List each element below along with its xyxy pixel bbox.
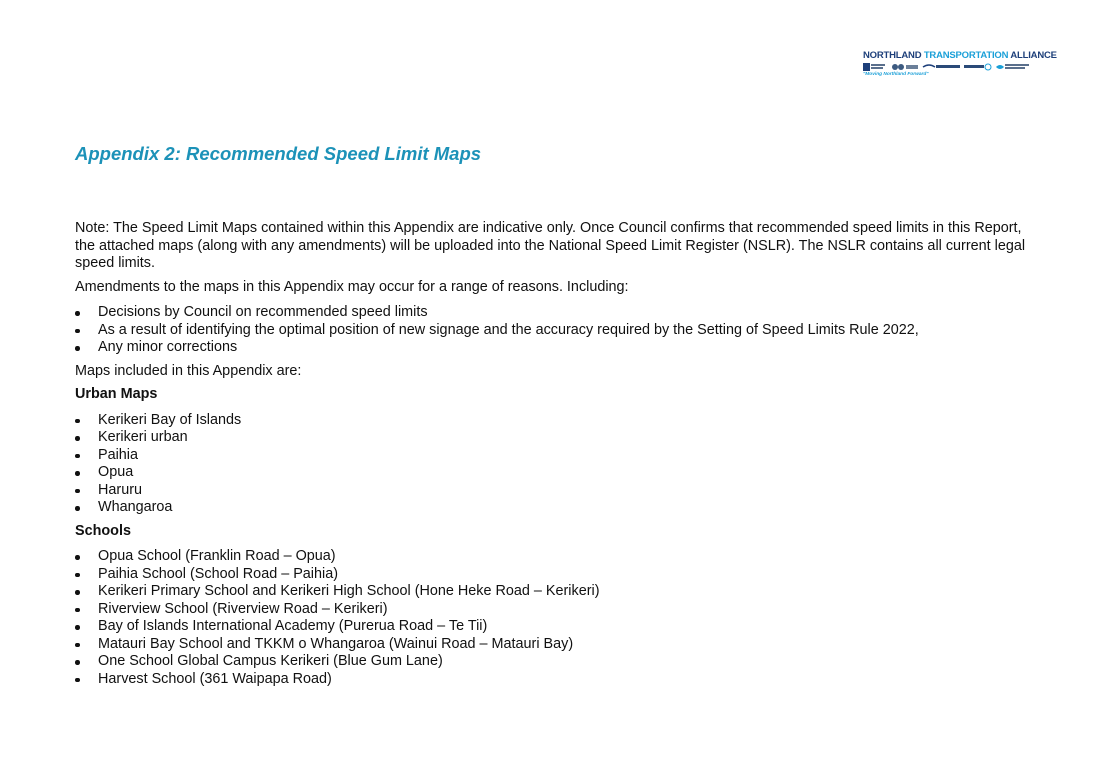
list-item: Opua School (Franklin Road – Opua) <box>75 548 1045 566</box>
list-item: Riverview School (Riverview Road – Kerikeri) <box>75 601 1045 619</box>
bullet-icon <box>75 678 80 683</box>
urban-maps-list <box>75 412 1045 517</box>
list-item: Decisions by Council on recommended speed limits <box>75 304 1045 322</box>
amendments-intro: Amendments to the maps in this Appendix may occur for a range of reasons. Including: <box>75 278 629 295</box>
list-item: Harvest School (361 Waipapa Road) <box>75 671 1045 689</box>
amendment-reasons-list <box>75 304 1045 357</box>
list-item: Whangaroa <box>75 499 1045 517</box>
appendix-body <box>75 220 1045 688</box>
bullet-icon <box>75 608 80 613</box>
logo-word-transportation: TRANSPORTATION <box>923 50 1009 61</box>
bullet-icon <box>75 573 80 578</box>
logo-word-northland: NORTHLAND <box>863 50 922 61</box>
bullet-icon <box>75 311 80 316</box>
logo-word-alliance: ALLIANCE <box>1010 50 1057 61</box>
bullet-icon <box>75 555 80 560</box>
list-item: As a result of identifying the optimal position of new signage and the accuracy required by the Setting of Speed Limits Rule 2022, <box>75 322 1045 340</box>
urban-maps-title: Urban Maps <box>75 386 158 402</box>
list-item: One School Global Campus Kerikeri (Blue Gum Lane) <box>75 653 1045 671</box>
list-item: Bay of Islands International Academy (Purerua Road – Te Tii) <box>75 618 1045 636</box>
list-item: Kerikeri Primary School and Kerikeri High School (Hone Heke Road – Kerikeri) <box>75 583 1045 601</box>
bullet-icon <box>75 489 80 494</box>
note-paragraph: Note: The Speed Limit Maps contained within this Appendix are indicative only. Once Council confirms that recommended speed limits in this Report, the attached maps (along with any amendments) will be uploaded into the National Speed Limit Register (NSLR). The NSLR contains all current legal speed limits. <box>75 220 1026 271</box>
logo-title <box>863 50 1057 62</box>
list-item: Paihia School (School Road – Paihia) <box>75 566 1045 584</box>
list-item: Matauri Bay School and TKKM o Whangaroa (Wainui Road – Matauri Bay) <box>75 636 1045 654</box>
bullet-icon <box>75 329 80 334</box>
maps-intro: Maps included in this Appendix are: <box>75 362 302 379</box>
bullet-icon <box>75 506 80 511</box>
list-item: Opua <box>75 464 1045 482</box>
bullet-icon <box>75 346 80 351</box>
bullet-icon <box>75 643 80 648</box>
nta-logo <box>863 50 1057 82</box>
schools-list <box>75 548 1045 688</box>
bullet-icon <box>75 590 80 595</box>
bullet-icon <box>75 471 80 476</box>
bullet-icon <box>75 436 80 441</box>
bullet-icon <box>75 419 80 424</box>
bullet-icon <box>75 625 80 630</box>
list-item: Paihia <box>75 447 1045 465</box>
bullet-icon <box>75 660 80 665</box>
list-item: Any minor corrections <box>75 339 1045 357</box>
schools-title: Schools <box>75 522 131 539</box>
appendix-heading: Appendix 2: Recommended Speed Limit Maps <box>75 143 482 164</box>
list-item: Kerikeri Bay of Islands <box>75 412 1045 430</box>
list-item: Haruru <box>75 482 1045 500</box>
partner-logos-icon <box>863 62 1031 72</box>
logo-tagline: "Moving Northland Forward" <box>863 72 929 77</box>
list-item: Kerikeri urban <box>75 429 1045 447</box>
bullet-icon <box>75 454 80 459</box>
